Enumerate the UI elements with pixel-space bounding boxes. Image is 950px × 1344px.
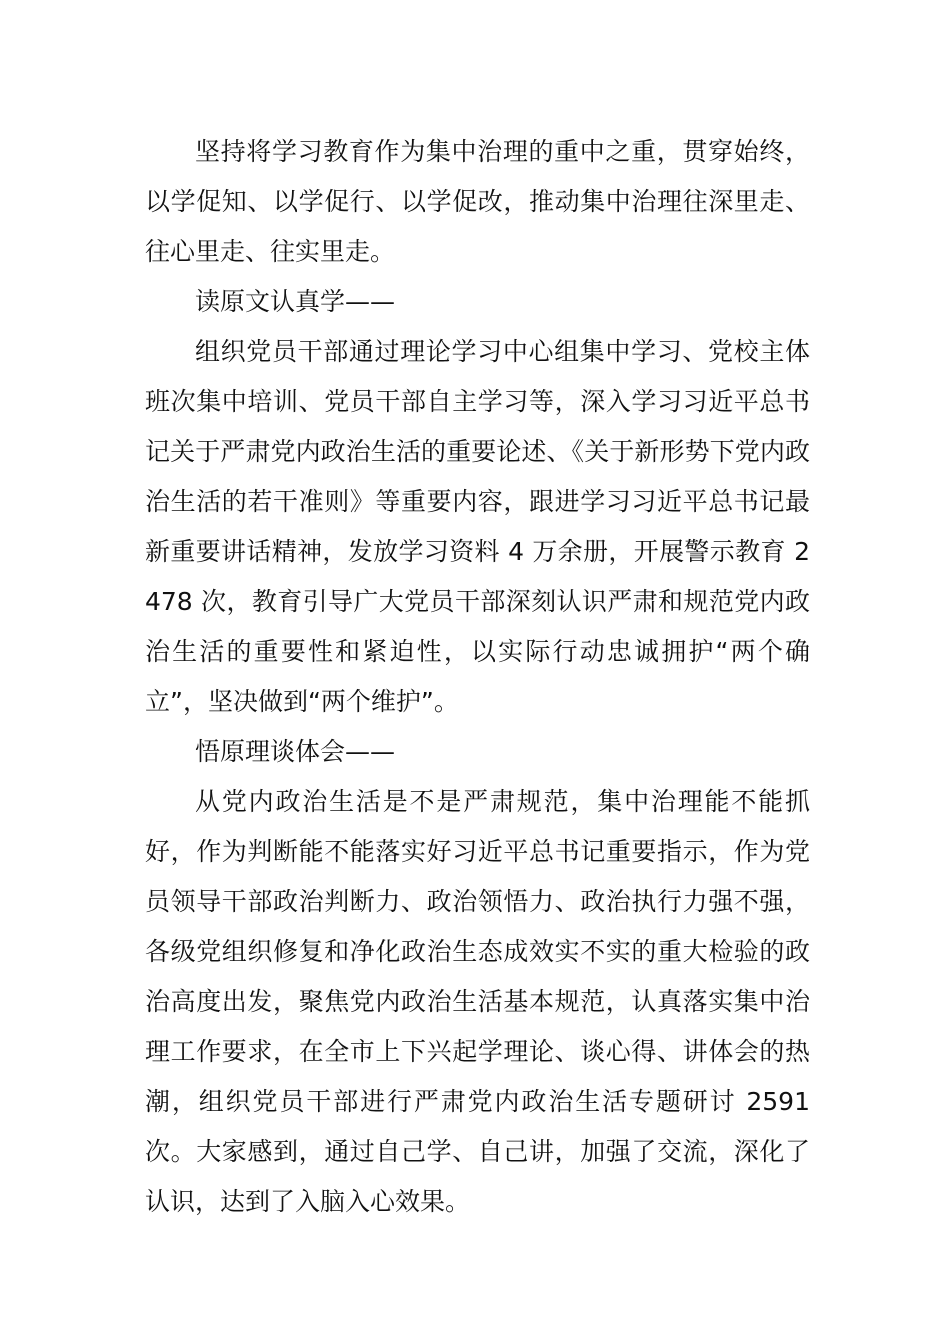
paragraph-study-education: 坚持将学习教育作为集中治理的重中之重，贯穿始终，以学促知、以学促行、以学促改，推动集中治理往深里走、往心里走、往实里走。 — [145, 137, 810, 266]
heading-read-original: 读原文认真学—— — [195, 287, 396, 316]
paragraph-discussion: 从党内政治生活是不是严肃规范，集中治理能不能抓好，作为判断能不能落实好习近平总书记重要指示，作为党员领导干部政治判断力、政治领悟力、政治执行力强不强，各级党组织修复和净化政治生态成效实不实的重大检验的政治高度出发，聚焦党内政治生活基本规范，认真落实集中治理工作要求，在全市上下兴起学理论、谈心得、讲体会的热潮，组织党员干部进行严肃党内政治生活专题研讨 2591 次。大家感到，通过自己学、自己讲，加强了交流，深化了认识，达到了入脑入心效果。 — [145, 787, 810, 1216]
document-body — [145, 127, 810, 1227]
paragraph-organize-study: 组织党员干部通过理论学习中心组集中学习、党校主体班次集中培训、党员干部自主学习等，深入学习习近平总书记关于严肃党内政治生活的重要论述、《关于新形势下党内政治生活的若干准则》等重要内容，跟进学习习近平总书记最新重要讲话精神，发放学习资料 4 万余册，开展警示教育 2478 次，教育引导广大党员干部深刻认识严肃和规范党内政治生活的重要性和紧迫性，以实际行动忠诚拥护“两个确立”，坚决做到“两个维护”。 — [145, 337, 810, 716]
heading-understand-principles: 悟原理谈体会—— — [195, 737, 396, 766]
